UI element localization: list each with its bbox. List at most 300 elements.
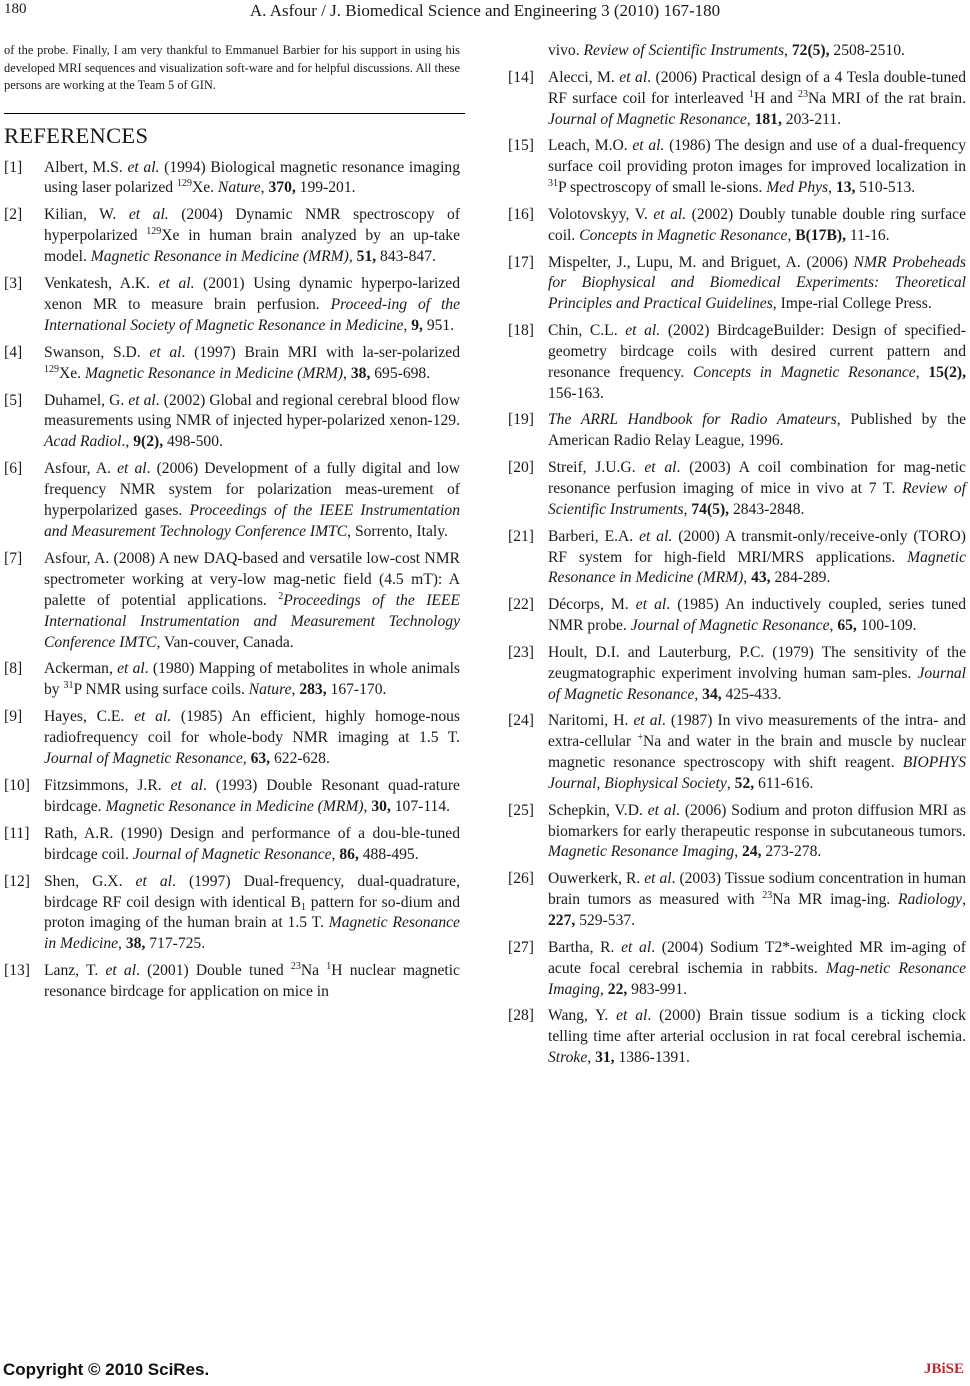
reference-item	[508, 136, 966, 199]
reference-body	[548, 528, 966, 587]
copyright-notice: Copyright © 2010 SciRes.	[3, 1360, 210, 1379]
reference-number: [21]	[508, 527, 534, 545]
ref-authors: Kilian, W.	[44, 206, 129, 224]
reference-number: [23]	[508, 643, 534, 661]
ref-separator: ,	[403, 316, 412, 334]
ref-et-al: et al	[644, 459, 677, 477]
ref-separator: ,	[587, 1049, 596, 1067]
reference-item	[508, 643, 966, 706]
ref-volume: 9,	[411, 316, 423, 334]
ref-pages: 199-201.	[295, 179, 356, 197]
ref-text: (1986) The design and use of a dual-frequency surface coil providing proton images for improved localization in	[548, 137, 966, 176]
ref-separator: ,	[343, 364, 351, 382]
ref-source: Med Phys	[766, 179, 829, 197]
reference-body	[44, 344, 460, 382]
ref-text: (2000) A transmit-only/receive-only (TORO) RF system for high-field MRI/MRS applications.	[548, 527, 966, 566]
ref-source: Journal of Magnetic Resonance	[44, 750, 243, 768]
ref-text: . (2006) Development of a fully digital and low frequency NMR system for polarization meas-urement of hyperpolarized gases.	[44, 460, 460, 520]
ref-authors: Venkatesh, A.K.	[44, 275, 159, 293]
ref-authors: Alecci, M.	[548, 68, 620, 86]
reference-item	[4, 549, 460, 654]
ref-text: . (1997) Brain MRI with la-ser-polarized	[181, 343, 460, 361]
ref-source: Magnetic Resonance in Medicine (MRM)	[105, 797, 364, 815]
running-head: A. Asfour / J. Biomedical Science and Engineering 3 (2010) 167-180	[249, 1, 721, 20]
ref-source: Review of Scientific Instruments	[548, 480, 966, 518]
ref-authors: Chin, C.L.	[548, 322, 626, 340]
ref-superscript: 129	[176, 178, 192, 190]
reference-item	[4, 824, 460, 866]
reference-item	[4, 659, 460, 701]
ref-text: (1994) Biological magnetic resonance imaging using laser polarized	[44, 158, 461, 197]
ref-source: Magnetic Resonance in Medicine	[44, 914, 460, 953]
ref-source: Journal of Magnetic Resonance	[132, 845, 332, 863]
ref-text: . (1993) Double Resonant quad-rature birdcage.	[44, 776, 460, 815]
reference-number: [28]	[508, 1007, 534, 1025]
ref-separator: ,	[348, 248, 357, 266]
ref-text: . (2002) Global and regional cerebral blood flow measurements using NMR of injected hyper-polarized xenon-129.	[44, 391, 460, 430]
ref-separator: ,	[915, 363, 929, 381]
reference-number: [8]	[4, 660, 23, 678]
ref-pages: 2843-2848.	[729, 500, 805, 518]
references-heading: REFERENCES	[4, 122, 149, 148]
ref-source: The ARRL Handbook for Radio Amateurs	[548, 411, 837, 429]
reference-item	[4, 205, 460, 268]
ref-authors: Schepkin, V.D.	[548, 801, 648, 819]
ref-separator: ,	[683, 500, 692, 518]
ref-et-al: et al.	[632, 137, 665, 155]
ref-text: . (1987) In vivo measurements of the intra- and extra-cellular	[548, 712, 966, 751]
ref-volume: 13,	[835, 179, 856, 197]
reference-body	[548, 644, 966, 703]
ref-separator: ,	[734, 843, 743, 861]
ref-13-cont-sep: ,	[784, 42, 792, 59]
ref-text: Na	[300, 962, 327, 980]
ref-pages: 717-725.	[145, 935, 206, 953]
reference-body	[548, 1007, 966, 1066]
ref-source: Magnetic Resonance in Medicine (MRM)	[548, 548, 966, 587]
ref-text: H and	[753, 89, 799, 107]
reference-number: [22]	[508, 596, 534, 614]
ref-source: Journal of Magnetic Resonance	[548, 664, 966, 703]
ref-pages: 284-289.	[770, 569, 831, 587]
references-list-left	[4, 158, 460, 1004]
reference-number: [4]	[4, 343, 23, 361]
ref-volume: 65,	[837, 617, 857, 635]
reference-number: [18]	[508, 322, 534, 340]
reference-body	[44, 275, 460, 334]
ref-et-al: et al	[633, 712, 662, 730]
ref-separator: ,	[829, 617, 838, 635]
ref-superscript: 129	[146, 226, 162, 238]
ref-et-al: et al	[117, 460, 147, 478]
reference-item	[4, 776, 460, 818]
ref-pages: 611-616.	[754, 774, 814, 792]
ref-pages: 843-847.	[376, 248, 436, 266]
reference-number: [6]	[4, 460, 23, 478]
reference-number: [16]	[508, 205, 534, 223]
ref-text: . (1997) Dual-frequency, dual-quadrature, birdcage RF coil design with identical B	[44, 872, 460, 911]
ref-text: . (2003) A coil combination for mag-netic resonance perfusion imaging of mice in vivo at 7 T.	[548, 459, 966, 497]
ref-et-al: et al.	[625, 322, 661, 340]
ref-13-cont-volume: 72(5),	[791, 42, 830, 59]
reference-body	[548, 712, 966, 792]
ref-13-cont-text: vivo.	[548, 42, 584, 59]
ref-volume: 86,	[339, 845, 359, 863]
ref-text: (2001) Using dynamic hyperpo-larized xenon MR to measure brain perfusion.	[44, 275, 461, 313]
ref-volume: 227,	[548, 912, 576, 929]
ref-13-cont-pages: 2508-2510.	[829, 42, 905, 59]
ref-superscript: 2	[278, 590, 284, 602]
ref-et-al: et al	[619, 68, 648, 86]
reference-item	[508, 458, 966, 521]
ref-superscript: 1	[326, 961, 332, 973]
ref-authors: Naritomi, H.	[548, 712, 634, 730]
ref-pages: 695-698.	[370, 364, 431, 382]
ref-authors: Décorps, M.	[548, 596, 636, 614]
ref-authors: Asfour, A.	[44, 460, 118, 478]
ref-authors: Bartha, R.	[548, 938, 622, 956]
ref-superscript: 31	[63, 680, 74, 692]
ref-superscript: +	[637, 732, 644, 744]
reference-item	[4, 274, 460, 337]
ref-superscript: 129	[44, 363, 59, 375]
ref-separator: , Impe-rial College Press.	[772, 295, 932, 313]
ref-pages: 951.	[422, 316, 455, 334]
journal-mark: JBiSE	[923, 1361, 964, 1377]
ref-authors: Shen, G.X.	[44, 872, 136, 890]
ref-et-al: et al	[117, 660, 145, 678]
ref-text: Na MR imag-ing.	[772, 891, 898, 909]
ref-authors: Duhamel, G.	[44, 391, 129, 409]
reference-number: [2]	[4, 206, 23, 224]
ref-separator: ,	[828, 179, 836, 197]
ref-separator: ,	[743, 569, 752, 587]
reference-number: [10]	[4, 776, 30, 794]
reference-number: [19]	[508, 411, 534, 429]
reference-number: [1]	[4, 158, 23, 176]
ref-authors: Leach, M.O.	[548, 137, 633, 155]
reference-body	[548, 870, 966, 929]
reference-item	[508, 410, 966, 452]
reference-body	[548, 411, 966, 449]
reference-body	[44, 873, 460, 953]
ref-volume: 9(2),	[133, 433, 164, 451]
reference-number: [15]	[508, 137, 534, 155]
acknowledgement-text: of the probe. Finally, I am very thankful to Emmanuel Barbier for his support in using his developed MRI sequences and visualization soft-ware and for helpful discussions. All these persons are working at the Team 5 of GIN.	[4, 43, 460, 92]
ref-separator: ,	[363, 797, 372, 815]
ref-pages: 107-114.	[390, 797, 451, 815]
ref-source: Nature	[217, 179, 261, 197]
ref-source: Stroke	[548, 1049, 588, 1067]
ref-authors: Hayes, C.E.	[44, 708, 135, 726]
ref-et-al: et al	[644, 870, 672, 888]
reference-body	[44, 550, 460, 651]
ref-separator: ,	[599, 980, 608, 998]
ref-separator: ,	[260, 179, 269, 197]
reference-item	[508, 253, 966, 316]
ref-13-cont-journal: Review of Scientific Instruments	[583, 42, 785, 59]
ref-authors: Hoult, D.I. and Lauterburg, P.C. (1979) The sensitivity of the zeugmatographic experiment involving human sam-ples.	[548, 643, 966, 682]
ref-pages: 203-211.	[781, 110, 842, 128]
reference-13-continuation	[508, 41, 966, 62]
ref-text: . (2001) Double tuned	[136, 962, 291, 980]
ref-source: Nature	[248, 681, 292, 699]
ref-volume: 30,	[371, 797, 391, 815]
reference-number: [3]	[4, 275, 23, 293]
reference-body	[44, 392, 460, 451]
ref-separator: , Published by the American Radio Relay League, 1996.	[548, 411, 966, 450]
references-list-right	[508, 68, 966, 1069]
ref-authors: Asfour, A. (2008) A new DAQ-based and versatile low-cost NMR spectrometer working at very-low mag-netic field (4.5 mT): A palette of potential applications.	[44, 549, 460, 609]
ref-separator: ,	[746, 110, 755, 128]
ref-et-al: et al.	[127, 158, 160, 176]
ref-authors: Rath, A.R. (1990) Design and performance of a dou-ble-tuned birdcage coil.	[44, 824, 460, 863]
ref-et-al: et al	[149, 343, 182, 361]
ref-superscript: 23	[762, 890, 773, 902]
ref-pages: 983-991.	[627, 980, 688, 998]
ref-text: P NMR using surface coils.	[73, 681, 249, 699]
ref-et-al: et al	[128, 391, 156, 409]
reference-number: [5]	[4, 391, 23, 409]
ref-superscript: 1	[748, 88, 754, 100]
ref-separator: ,	[694, 685, 703, 703]
ref-text: (2002) BirdcageBuilder: Design of specified-geometry birdcage coils with desired current pattern and resonance frequency.	[548, 322, 966, 381]
ref-source: Magnetic Resonance in Medicine (MRM)	[84, 364, 344, 382]
ref-text: . (2004) Sodium T2*-weighted MR im-aging of acute focal cerebral ischemia in rabbits.	[548, 938, 966, 977]
reference-item	[508, 321, 966, 405]
reference-body	[548, 254, 966, 313]
reference-item	[508, 68, 966, 131]
ref-separator: ,	[118, 935, 126, 953]
ref-pages: 425-433.	[721, 685, 782, 703]
reference-item	[4, 961, 460, 1003]
ref-source: Journal of Magnetic Resonance	[630, 617, 830, 635]
reference-number: [17]	[508, 253, 534, 271]
reference-body	[548, 137, 966, 196]
ref-pages: 510-513.	[855, 179, 916, 197]
reference-number: [14]	[508, 68, 534, 86]
ref-pages: 529-537.	[575, 912, 636, 929]
ref-text: . (2000) Brain tissue sodium is a ticking clock telling time after arterial occlusion in rat focal cerebral ischemia.	[548, 1007, 966, 1046]
ref-authors: Ouwerkerk, R.	[548, 870, 645, 888]
ref-et-al: et al	[135, 872, 172, 890]
ref-separator: , Van-couver, Canada.	[156, 633, 294, 651]
ref-volume: 283,	[299, 681, 327, 699]
ref-text: . (2003) Tissue sodium concentration in human brain tumors as measured with	[548, 870, 966, 909]
reference-number: [25]	[508, 801, 534, 819]
ref-text: P spectroscopy of small le-sions.	[558, 179, 767, 197]
ref-separator: ,	[787, 226, 796, 244]
ref-source: Magnetic Resonance in Medicine (MRM)	[90, 248, 349, 266]
reference-number: [26]	[508, 870, 534, 888]
reference-body	[548, 596, 966, 634]
ref-subscript: 1	[301, 901, 306, 913]
reference-item	[508, 801, 966, 864]
ref-separator: .,	[121, 433, 134, 451]
reference-number: [24]	[508, 712, 534, 730]
ref-source: Proceed-ing of the International Society of Magnetic Resonance in Medicine	[44, 295, 461, 334]
reference-item	[4, 459, 460, 543]
ref-source: Proceedings of the IEEE International Instrumentation and Measurement Technology Conference I	[44, 591, 461, 651]
reference-item	[508, 205, 966, 247]
ref-authors: Ackerman,	[44, 660, 118, 678]
ref-source: MTC	[124, 633, 157, 651]
ref-text: Na MRI of the rat brain.	[808, 89, 967, 107]
reference-item	[508, 527, 966, 590]
ref-authors: Volotovskyy, V.	[548, 205, 654, 223]
page-number: 180	[4, 1, 27, 17]
ref-et-al: et al.	[134, 708, 172, 726]
ref-volume: 74(5),	[691, 500, 730, 518]
ref-pages: 167-170.	[326, 681, 387, 699]
ref-source: Magnetic Resonance Imaging	[548, 843, 735, 861]
ref-pages: 622-628.	[270, 750, 330, 768]
ref-volume: 38,	[350, 364, 371, 382]
reference-body	[44, 962, 460, 1000]
ref-et-al: et al.	[128, 206, 169, 224]
reference-number: [20]	[508, 459, 534, 477]
ref-text: (2002) Doubly tunable double ring surface coil.	[548, 205, 966, 244]
ref-separator: ,	[962, 891, 966, 909]
ref-volume: 22,	[607, 980, 628, 998]
reference-number: [12]	[4, 872, 30, 890]
ref-separator: ,	[331, 845, 340, 863]
ref-volume: 38,	[125, 935, 146, 953]
ref-source: Mag-netic Resonance Imaging	[548, 959, 966, 998]
ref-pages: 1386-1391.	[614, 1049, 690, 1067]
reference-number: [27]	[508, 938, 534, 956]
reference-body	[548, 206, 966, 244]
ref-source: Concepts in Magnetic Resonance	[579, 226, 788, 244]
ref-volume: 63,	[250, 750, 271, 768]
section-divider	[4, 113, 465, 114]
reference-body	[44, 660, 460, 698]
reference-body	[548, 69, 966, 128]
ref-volume: 24,	[742, 843, 762, 861]
ref-volume: 51,	[356, 248, 377, 266]
ref-volume: 15(2),	[928, 363, 967, 381]
ref-et-al: et al.	[653, 205, 687, 223]
reference-item	[508, 1006, 966, 1069]
ref-text: Xe in human brain analyzed by an up-take model.	[44, 227, 460, 266]
ref-authors: Streif, J.U.G.	[548, 459, 645, 477]
ref-separator: ,	[242, 750, 251, 768]
reference-body	[44, 206, 460, 265]
reference-body	[44, 777, 460, 815]
right-column	[508, 41, 966, 1075]
reference-body	[44, 159, 460, 197]
ref-et-al: et al	[616, 1007, 648, 1025]
reference-body	[548, 802, 966, 861]
ref-volume: 43,	[751, 569, 771, 587]
reference-body	[44, 708, 460, 767]
ref-et-al: et al.	[158, 275, 195, 293]
ref-authors: Swanson, S.D.	[44, 343, 150, 361]
ref-volume: 370,	[268, 179, 296, 197]
ref-text: . (1985) An inductively coupled, series tuned NMR probe.	[548, 596, 966, 635]
ref-pages: 11-16.	[845, 226, 890, 244]
ref-source: Acad Radiol	[44, 433, 122, 451]
ref-superscript: 23	[798, 88, 809, 100]
ref-text: pattern for so-dium and proton imaging of the human brain at 1.5 T.	[44, 893, 460, 932]
ref-separator: ,	[291, 681, 300, 699]
ref-volume: 34,	[702, 685, 722, 703]
ref-volume: B(17B),	[795, 226, 846, 244]
reference-body	[548, 939, 966, 998]
ref-authors: Barberi, E.A.	[548, 527, 640, 545]
ref-et-al: et al	[621, 938, 652, 956]
ref-text: . (2006) Practical design of a 4 Tesla double-tuned RF surface coil for interleaved	[548, 68, 966, 107]
left-column	[4, 42, 460, 1009]
ref-pages: 498-500.	[163, 433, 223, 451]
ref-source: Radiology	[897, 891, 963, 909]
ref-text: . (2006) Sodium and proton diffusion MRI as biomarkers for early therapeutic response in subcutaneous tumors.	[548, 801, 966, 840]
reference-number: [13]	[4, 962, 30, 980]
reference-body	[44, 825, 460, 863]
reference-item	[4, 343, 460, 385]
ref-volume: 31,	[595, 1049, 615, 1067]
ref-pages: 488-495.	[358, 845, 419, 863]
ref-pages: 100-109.	[856, 617, 917, 635]
ref-source: NMR Probeheads for Biophysical and Biomedical Experiments: Theoretical Principles and Practical Guidelines	[548, 253, 966, 313]
ref-source: Proceedings of the IEEE Instrumentation and Measurement Technology Conference IMTC	[44, 502, 460, 540]
ref-et-al: et al.	[639, 527, 673, 545]
ref-separator: , Sorrento, Italy.	[347, 523, 448, 540]
ref-et-al: et al	[635, 596, 667, 614]
ref-separator: ,	[726, 774, 735, 792]
ref-text: Xe.	[191, 179, 218, 197]
ref-et-al: et al	[647, 801, 677, 819]
reference-item	[4, 158, 460, 200]
reference-number: [9]	[4, 708, 23, 726]
ref-superscript: 31	[548, 178, 558, 190]
reference-body	[44, 460, 460, 540]
reference-number: [11]	[4, 824, 30, 842]
ref-authors: Albert, M.S.	[44, 158, 128, 176]
ref-volume: 52,	[734, 774, 755, 792]
reference-item	[4, 872, 460, 956]
ref-source: BIOPHYS Journal, Biophysical Society	[548, 754, 966, 792]
reference-item	[4, 707, 460, 770]
reference-item	[508, 869, 966, 932]
reference-body	[548, 459, 966, 518]
ref-source: Concepts in Magnetic Resonance	[692, 363, 916, 381]
ref-source: Journal of Magnetic Resonance	[548, 110, 747, 128]
ref-text: (1985) An efficient, highly homoge-nous radiofrequency coil for whole-body NMR imaging at 1.5 T.	[44, 708, 460, 747]
ref-text: Na and water in the brain and muscle by nuclear magnetic resonance spectroscopy with shift reagent.	[548, 733, 967, 772]
ref-pages: 156-163.	[548, 384, 604, 402]
ref-authors: Mispelter, J., Lupu, M. and Briguet, A. (2006)	[548, 253, 854, 271]
ref-volume: 181,	[754, 110, 782, 128]
ref-et-al: et al	[105, 962, 137, 980]
ref-pages: 273-278.	[761, 843, 822, 861]
ref-authors: Wang, Y.	[548, 1007, 617, 1025]
ref-authors: Fitzsimmons, J.R.	[44, 776, 171, 794]
ref-text: Xe.	[59, 364, 85, 382]
reference-item	[508, 711, 966, 795]
reference-item	[508, 595, 966, 637]
ref-text: H nuclear magnetic resonance birdcage for application on mice in	[44, 962, 460, 1001]
ref-text: . (1980) Mapping of metabolites in whole animals by	[44, 660, 460, 699]
reference-item	[4, 391, 460, 454]
reference-number: [7]	[4, 549, 23, 567]
ref-superscript: 23	[290, 961, 301, 973]
ref-et-al: et al	[170, 776, 203, 794]
ref-text: (2004) Dynamic NMR spectroscopy of hyperpolarized	[44, 206, 461, 245]
ref-authors: Lanz, T.	[44, 962, 106, 980]
reference-body	[548, 322, 966, 402]
reference-item	[508, 938, 966, 1001]
